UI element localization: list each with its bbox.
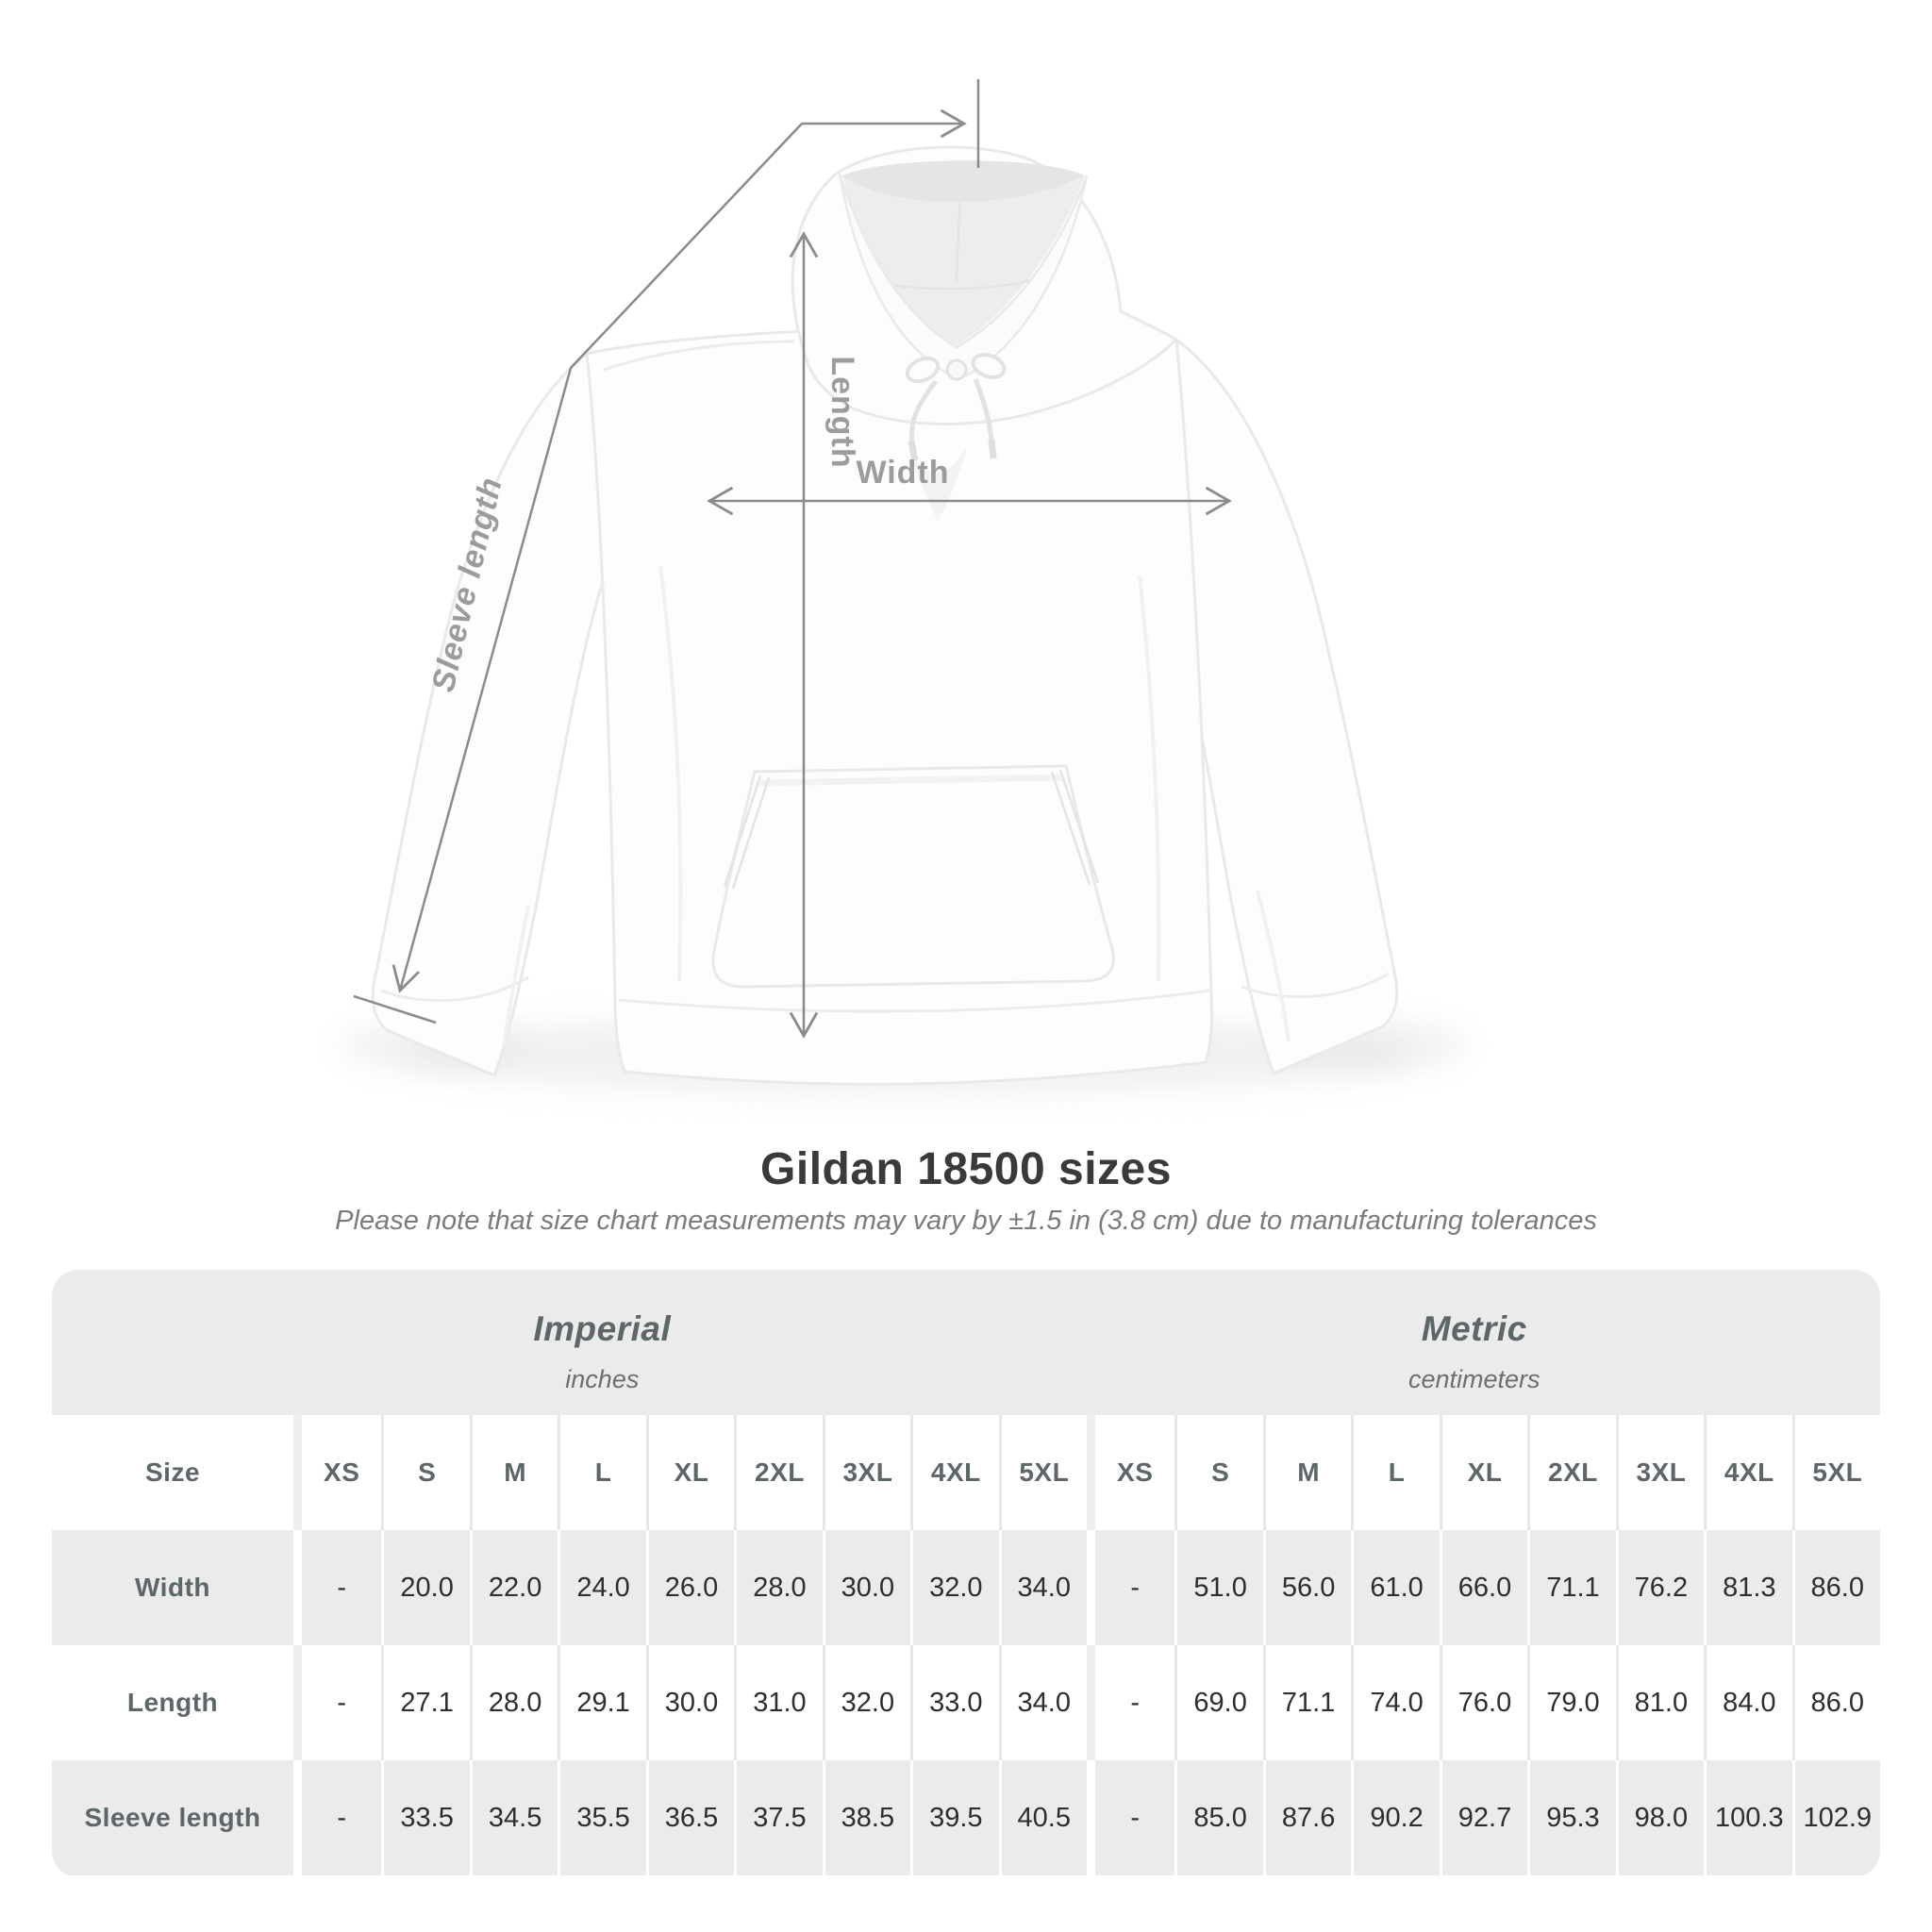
value-metric-sleeve-length-5xl: 102.9: [1792, 1760, 1880, 1875]
tolerance-note: Please note that size chart measurements may vary by ±1.5 in (3.8 cm) due to manufacturing tolerances: [335, 1206, 1597, 1236]
value-imperial-sleeve-length-3xl: 38.5: [823, 1760, 910, 1875]
value-imperial-length-5xl: 34.0: [999, 1645, 1087, 1760]
value-metric-sleeve-length-xs: -: [1087, 1760, 1174, 1875]
value-metric-sleeve-length-xl: 92.7: [1440, 1760, 1527, 1875]
size-header-metric-xs: XS: [1087, 1415, 1174, 1530]
value-imperial-length-2xl: 31.0: [734, 1645, 822, 1760]
measurement-row-width: [52, 1530, 1880, 1645]
size-header-imperial-2xl: 2XL: [734, 1415, 822, 1530]
value-imperial-width-2xl: 28.0: [734, 1530, 822, 1645]
size-header-metric-l: L: [1351, 1415, 1439, 1530]
page-title: Gildan 18500 sizes: [760, 1144, 1172, 1194]
value-metric-width-4xl: 81.3: [1704, 1530, 1791, 1645]
value-imperial-length-4xl: 33.0: [910, 1645, 998, 1760]
row-label-width: Width: [135, 1573, 210, 1602]
size-header-metric-5xl: 5XL: [1792, 1415, 1880, 1530]
value-metric-width-xl: 66.0: [1440, 1530, 1527, 1645]
value-metric-length-3xl: 81.0: [1616, 1645, 1704, 1760]
imperial-unit-group: [533, 1307, 671, 1394]
size-header-imperial-4xl: 4XL: [910, 1415, 998, 1530]
size-header-metric-3xl: 3XL: [1616, 1415, 1704, 1530]
value-metric-length-xs: -: [1087, 1645, 1174, 1760]
size-header-imperial-l: L: [558, 1415, 645, 1530]
value-imperial-length-m: 28.0: [470, 1645, 558, 1760]
sleeve-length-label: Sleeve length: [425, 474, 509, 695]
value-imperial-length-l: 29.1: [558, 1645, 645, 1760]
value-metric-length-xl: 76.0: [1440, 1645, 1527, 1760]
value-metric-width-m: 56.0: [1263, 1530, 1351, 1645]
value-imperial-length-s: 27.1: [381, 1645, 469, 1760]
value-metric-width-2xl: 71.1: [1527, 1530, 1615, 1645]
value-metric-width-3xl: 76.2: [1616, 1530, 1704, 1645]
value-imperial-width-s: 20.0: [381, 1530, 469, 1645]
size-table-rows: [52, 1415, 1880, 1875]
value-imperial-sleeve-length-m: 34.5: [470, 1760, 558, 1875]
value-metric-length-s: 69.0: [1174, 1645, 1262, 1760]
value-imperial-sleeve-length-l: 35.5: [558, 1760, 645, 1875]
imperial-unit: inches: [565, 1365, 640, 1393]
value-imperial-width-xl: 26.0: [646, 1530, 734, 1645]
row-label-length: Length: [126, 1688, 219, 1717]
value-metric-width-s: 51.0: [1174, 1530, 1262, 1645]
value-metric-sleeve-length-2xl: 95.3: [1527, 1760, 1615, 1875]
value-metric-length-5xl: 86.0: [1792, 1645, 1880, 1760]
measurement-row-length: [52, 1645, 1880, 1760]
value-imperial-sleeve-length-4xl: 39.5: [910, 1760, 998, 1875]
length-label: Length: [824, 356, 860, 469]
size-header-metric-xl: XL: [1440, 1415, 1527, 1530]
value-metric-length-l: 74.0: [1351, 1645, 1439, 1760]
size-header-metric-2xl: 2XL: [1527, 1415, 1615, 1530]
value-metric-width-l: 61.0: [1351, 1530, 1439, 1645]
value-imperial-width-l: 24.0: [558, 1530, 645, 1645]
value-metric-sleeve-length-l: 90.2: [1351, 1760, 1439, 1875]
imperial-heading: Imperial: [533, 1309, 672, 1348]
value-metric-sleeve-length-s: 85.0: [1174, 1760, 1262, 1875]
size-table: [52, 1270, 1880, 1877]
value-imperial-length-3xl: 32.0: [823, 1645, 910, 1760]
unit-header-band: [52, 1270, 1880, 1415]
size-header-metric-s: S: [1174, 1415, 1262, 1530]
value-metric-length-m: 71.1: [1263, 1645, 1351, 1760]
hoodie-illustration: [373, 147, 1396, 1084]
value-imperial-sleeve-length-xl: 36.5: [646, 1760, 734, 1875]
size-header-imperial-s: S: [381, 1415, 469, 1530]
value-imperial-length-xl: 30.0: [646, 1645, 734, 1760]
value-metric-width-xs: -: [1087, 1530, 1174, 1645]
metric-heading: Metric: [1421, 1309, 1527, 1348]
size-header-imperial-5xl: 5XL: [999, 1415, 1087, 1530]
hoodie-pocket: [713, 766, 1114, 987]
value-imperial-length-xs: -: [293, 1645, 381, 1760]
value-metric-length-4xl: 84.0: [1704, 1645, 1791, 1760]
value-metric-sleeve-length-4xl: 100.3: [1704, 1760, 1791, 1875]
value-imperial-sleeve-length-5xl: 40.5: [999, 1760, 1087, 1875]
size-header-row: [52, 1415, 1880, 1530]
size-header-imperial-xl: XL: [646, 1415, 734, 1530]
title-block: [0, 1143, 1932, 1238]
size-header-metric-m: M: [1263, 1415, 1351, 1530]
measurement-row-sleeve-length: [52, 1760, 1880, 1875]
value-metric-sleeve-length-3xl: 98.0: [1616, 1760, 1704, 1875]
value-metric-width-5xl: 86.0: [1792, 1530, 1880, 1645]
row-label-sleeve-length: Sleeve length: [84, 1803, 261, 1832]
value-imperial-width-4xl: 32.0: [910, 1530, 998, 1645]
size-header-imperial-3xl: 3XL: [823, 1415, 910, 1530]
size-header-metric-4xl: 4XL: [1704, 1415, 1791, 1530]
value-imperial-width-3xl: 30.0: [823, 1530, 910, 1645]
value-metric-sleeve-length-m: 87.6: [1263, 1760, 1351, 1875]
width-label: Width: [856, 455, 950, 491]
value-imperial-width-5xl: 34.0: [999, 1530, 1087, 1645]
value-imperial-sleeve-length-xs: -: [293, 1760, 381, 1875]
metric-unit: centimeters: [1407, 1365, 1541, 1393]
size-header-imperial-xs: XS: [293, 1415, 381, 1530]
size-column-header: Size: [144, 1457, 201, 1487]
value-imperial-width-xs: -: [293, 1530, 381, 1645]
value-imperial-width-m: 22.0: [470, 1530, 558, 1645]
value-metric-length-2xl: 79.0: [1527, 1645, 1615, 1760]
metric-unit-group: [1408, 1307, 1541, 1394]
value-imperial-sleeve-length-s: 33.5: [381, 1760, 469, 1875]
value-imperial-sleeve-length-2xl: 37.5: [734, 1760, 822, 1875]
size-header-imperial-m: M: [470, 1415, 558, 1530]
